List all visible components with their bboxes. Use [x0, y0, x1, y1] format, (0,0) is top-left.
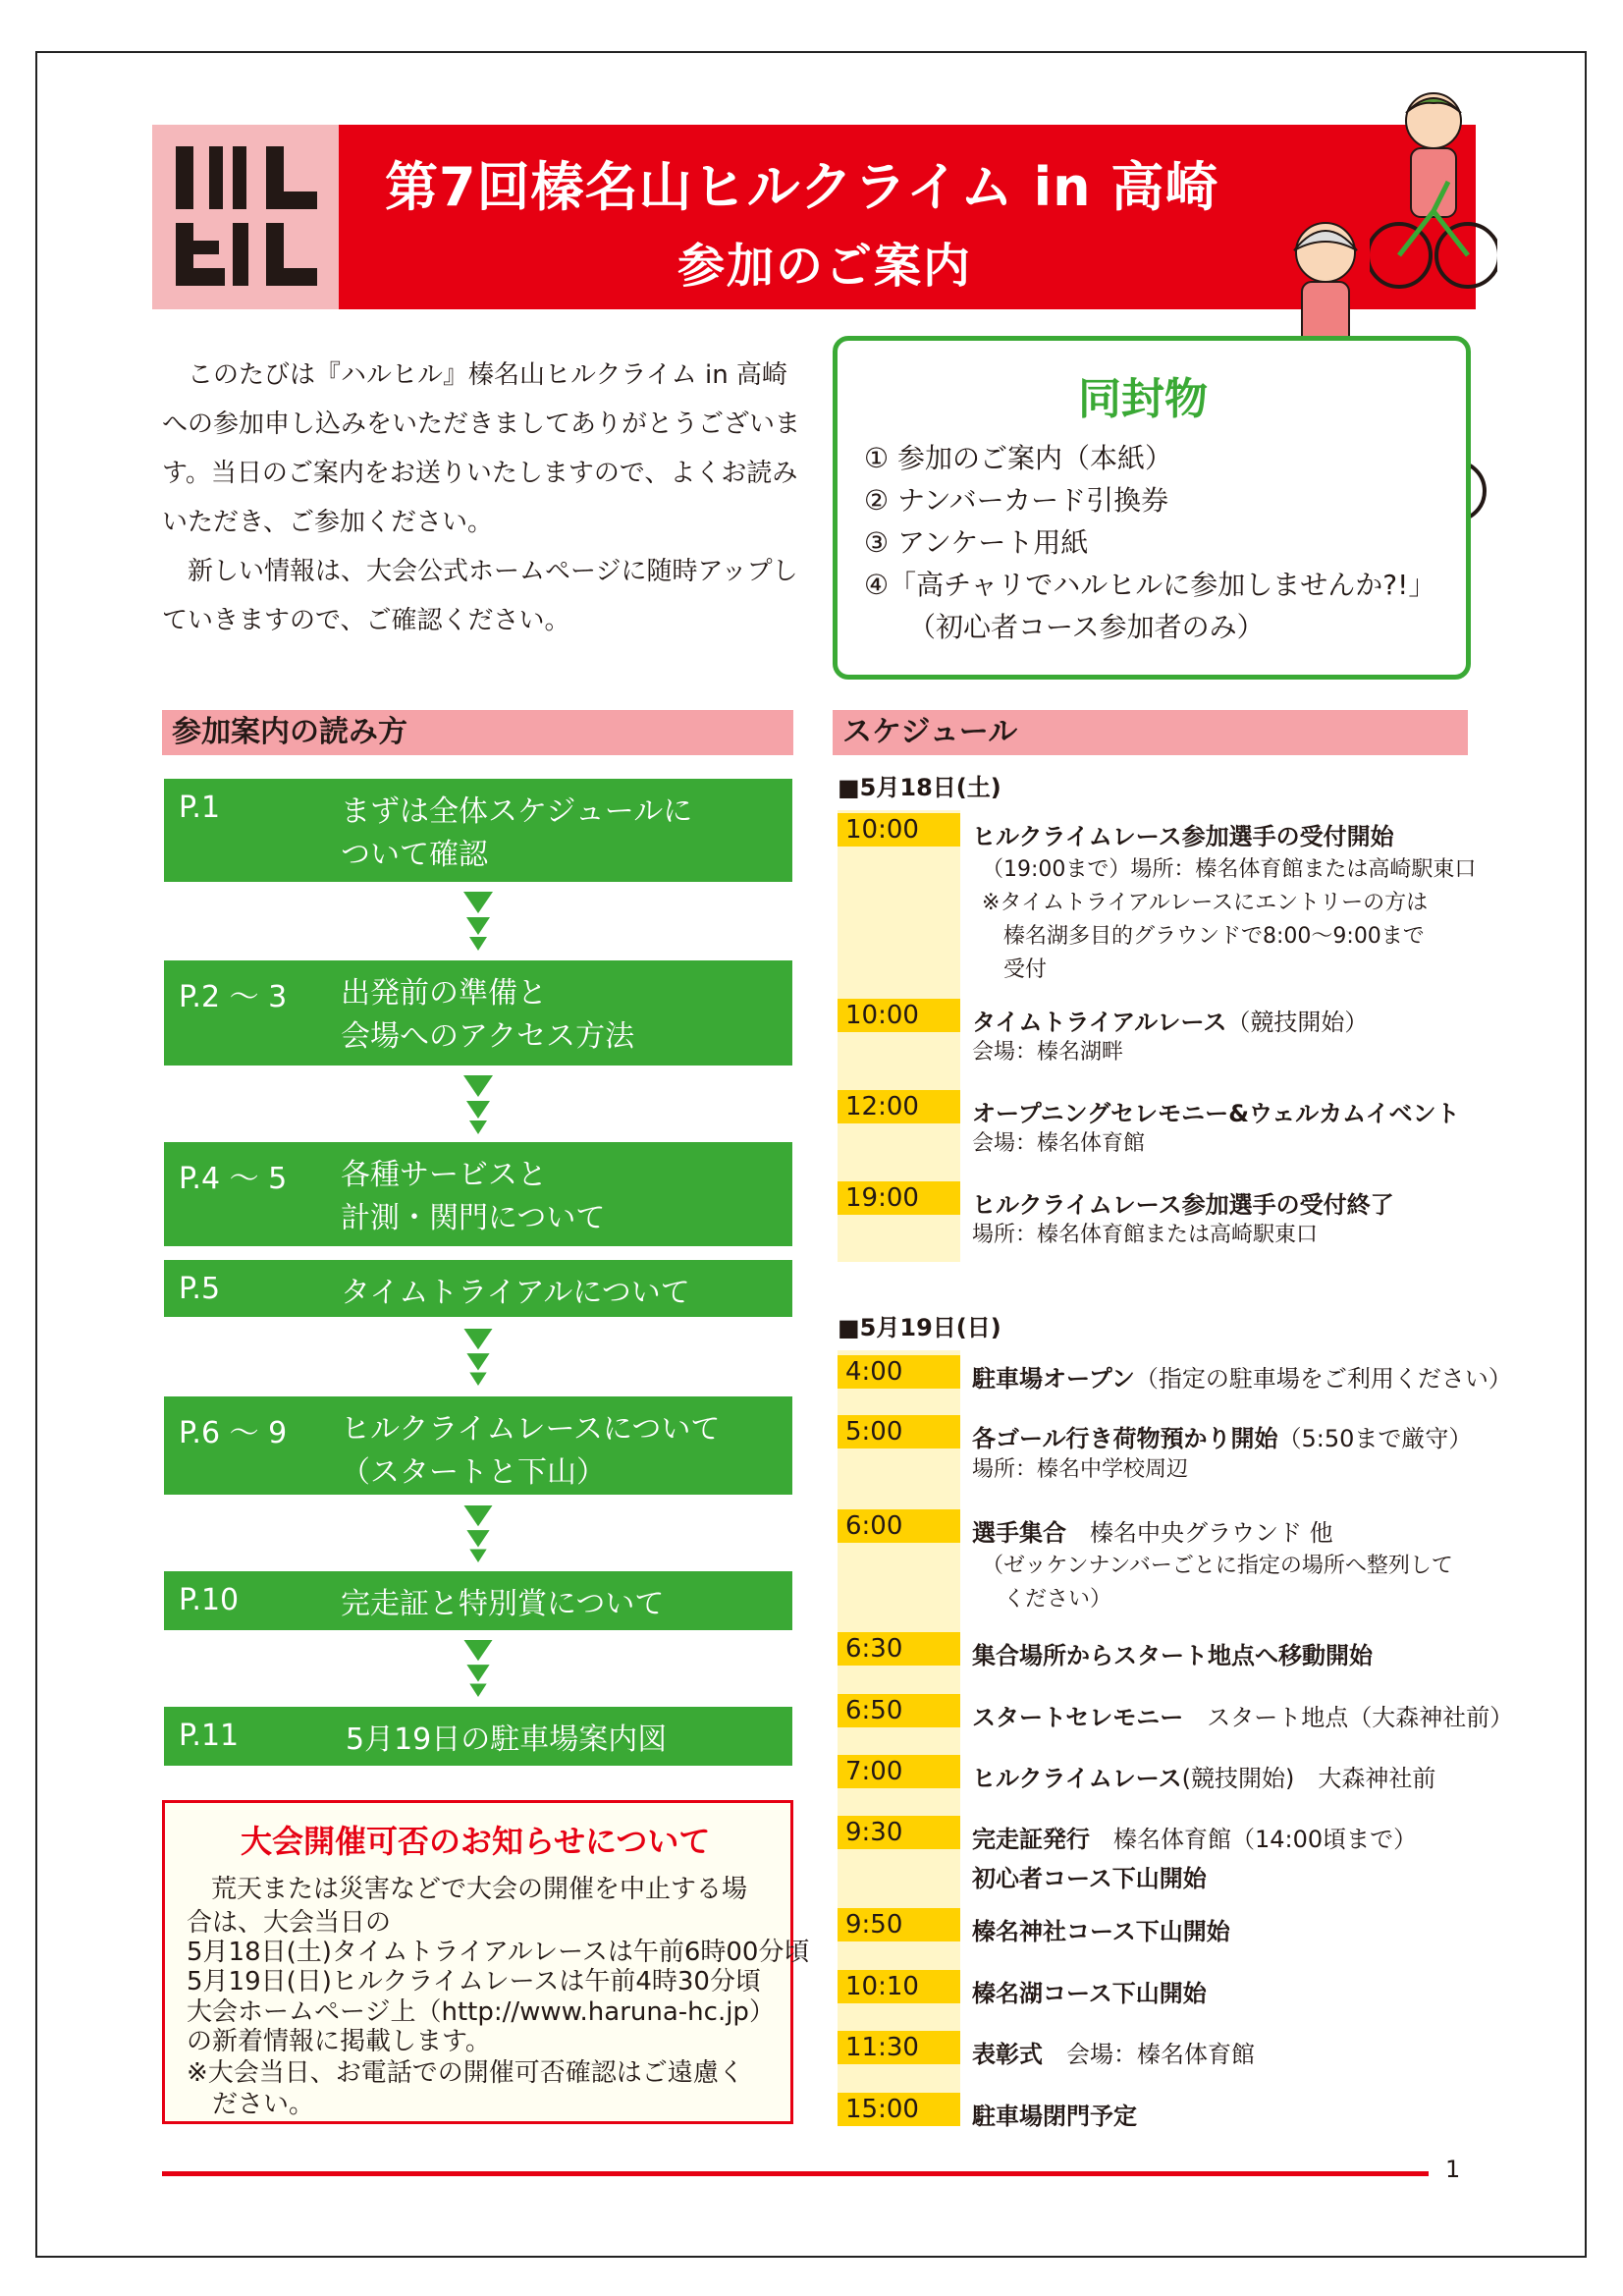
guide-item — [164, 960, 792, 1066]
event-detail: （ゼッケンナンバーごとに指定の場所へ整列して — [982, 1554, 1453, 1578]
notice-title: 大会開催可否のお知らせについて — [241, 1823, 711, 1860]
notice-line: の新着情報に掲載します。 — [187, 2027, 491, 2056]
event-detail: 場所：榛名中学校周辺 — [972, 1457, 1189, 1482]
notice-line: 荒天または災害などで大会の開催を中止する場 — [211, 1875, 748, 1904]
guide-text: 完走証と特別賞について — [341, 1587, 665, 1621]
time-badge: 12:00 — [838, 1090, 960, 1123]
event-title: 榛名神社コース下山開始 — [972, 1918, 1230, 1945]
guide-item — [164, 1396, 792, 1495]
guide-text: タイムトライアルについて — [341, 1276, 690, 1310]
notice-line: 5月19日(日)ヒルクライムレースは午前4時30分頃 — [187, 1967, 761, 1996]
day-heading: ■5月19日(日) — [838, 1314, 1001, 1341]
event-title: 駐車場閉門予定 — [972, 2103, 1137, 2130]
event-title: 駐車場オープン（指定の駐車場をご利用ください） — [972, 1365, 1512, 1393]
down-arrow-icon — [463, 1505, 493, 1562]
guide-item — [164, 1571, 792, 1630]
event-detail: 場所：榛名体育館または高崎駅東口 — [972, 1223, 1319, 1247]
time-badge: 7:00 — [838, 1755, 960, 1788]
intro-paragraph-2: 新しい情報は、大会公式ホームページに随時アップしていきますので、ご確認ください。 — [162, 557, 798, 635]
notice-line: 合は、大会当日の — [187, 1908, 392, 1938]
cyclist-illustration-1 — [1370, 83, 1497, 295]
down-arrow-icon — [463, 1329, 493, 1386]
time-badge: 9:30 — [838, 1816, 960, 1849]
guide-heading: 参加案内の読み方 — [162, 710, 793, 755]
guide-page: P.2 ～ 3 — [179, 980, 288, 1014]
time-badge: 10:10 — [838, 1970, 960, 2003]
haruhiru-logo — [172, 142, 321, 290]
guide-item — [164, 779, 792, 882]
time-badge: 11:30 — [838, 2031, 960, 2064]
guide-page: P.1 — [179, 791, 221, 825]
down-arrow-icon — [463, 1075, 493, 1134]
footer-rule — [162, 2171, 1429, 2176]
notice-line: ※大会当日、お電話での開催可否確認はご遠慮く — [187, 2058, 744, 2088]
event-detail: 受付 — [982, 957, 1048, 982]
event-detail: ください） — [982, 1587, 1112, 1612]
event-title: ヒルクライムレース(競技開始) 大森神社前 — [972, 1765, 1436, 1792]
notice-line: 5月18日(土)タイムトライアルレースは午前6時00分頃 — [187, 1938, 810, 1967]
event-title: 表彰式 会場：榛名体育館 — [972, 2041, 1255, 2068]
guide-text: 5月19日の駐車場案内図 — [346, 1722, 668, 1757]
time-badge: 4:00 — [838, 1355, 960, 1389]
guide-page: P.5 — [179, 1272, 221, 1306]
enclosure-item: ① 参加のご案内（本紙） — [864, 442, 1173, 474]
page-number: 1 — [1445, 2156, 1461, 2183]
guide-text: まずは全体スケジュールに ついて確認 — [341, 794, 693, 872]
time-badge: 10:00 — [838, 999, 960, 1032]
enclosure-item: ③ アンケート用紙 — [864, 526, 1089, 559]
enclosure-item: ② ナンバーカード引換券 — [864, 484, 1169, 517]
event-title: 榛名湖コース下山開始 — [972, 1980, 1207, 2007]
schedule-heading: スケジュール — [833, 710, 1468, 755]
time-badge: 5:00 — [838, 1415, 960, 1449]
down-arrow-icon — [463, 892, 493, 951]
event-title: 各ゴール行き荷物預かり開始（5:50まで厳守） — [972, 1425, 1473, 1452]
guide-item — [164, 1707, 792, 1766]
time-badge: 15:00 — [838, 2093, 960, 2126]
time-badge: 9:50 — [838, 1908, 960, 1941]
event-title: 初心者コース下山開始 — [972, 1865, 1207, 1892]
event-title: 選手集合 榛名中央グラウンド 他 — [972, 1519, 1333, 1547]
time-badge: 6:50 — [838, 1694, 960, 1727]
event-detail: ※タイムトライアルレースにエントリーの方は — [982, 891, 1429, 915]
time-column — [838, 1350, 960, 2126]
guide-page: P.6 ～ 9 — [179, 1416, 288, 1450]
day-heading: ■5月18日(土) — [838, 774, 1001, 801]
event-detail: 会場：榛名体育館 — [972, 1131, 1146, 1156]
page-title: 第7回榛名山ヒルクライム in 高崎 — [385, 156, 1219, 218]
event-title: ヒルクライムレース参加選手の受付終了 — [972, 1191, 1394, 1219]
event-title: タイムトライアルレース（競技開始） — [972, 1009, 1369, 1036]
guide-page: P.4 ～ 5 — [179, 1162, 288, 1196]
intro-text — [162, 351, 800, 645]
guide-text: ヒルクライムレースについて （スタートと下山） — [341, 1412, 721, 1490]
page-subtitle: 参加のご案内 — [677, 239, 973, 294]
intro-paragraph-1: このたびは『ハルヒル』榛名山ヒルクライム in 高崎への参加申し込みをいただきましてありがとうございます。当日のご案内をお送りいたしますので、よくお読みいただき、ご参加ください。 — [162, 360, 801, 537]
event-detail: 会場：榛名湖畔 — [972, 1040, 1124, 1065]
time-badge: 19:00 — [838, 1181, 960, 1215]
event-title: ヒルクライムレース参加選手の受付開始 — [972, 823, 1394, 850]
guide-item — [164, 1142, 792, 1246]
down-arrow-icon — [463, 1640, 493, 1697]
enclosure-item: ④「高チャリでハルヒルに参加しませんか?!」 — [864, 569, 1436, 601]
event-title: オープニングセレモニー&ウェルカムイベント — [972, 1100, 1460, 1127]
guide-text: 出発前の準備と 会場へのアクセス方法 — [341, 976, 635, 1054]
guide-item — [164, 1260, 792, 1317]
guide-page: P.10 — [179, 1583, 240, 1617]
time-badge: 10:00 — [838, 813, 960, 847]
event-title: 完走証発行 榛名体育館（14:00頃まで） — [972, 1826, 1418, 1853]
event-detail: （19:00まで）場所：榛名体育館または高崎駅東口 — [982, 857, 1477, 882]
guide-text: 各種サービスと 計測・関門について — [341, 1158, 606, 1235]
event-title: 集合場所からスタート地点へ移動開始 — [972, 1642, 1373, 1669]
time-badge: 6:30 — [838, 1632, 960, 1666]
notice-line: ださい。 — [187, 2090, 315, 2119]
enclosure-title: 同封物 — [1078, 374, 1208, 424]
event-title: スタートセレモニー スタート地点（大森神社前） — [972, 1704, 1514, 1731]
event-detail: 榛名湖多目的グラウンドで8:00～9:00まで — [982, 924, 1425, 949]
guide-page: P.11 — [179, 1719, 240, 1753]
notice-line: 大会ホームページ上（http://www.haruna-hc.jp） — [187, 1997, 775, 2027]
time-badge: 6:00 — [838, 1509, 960, 1543]
enclosure-item-note: （初心者コース参加者のみ） — [908, 611, 1265, 643]
